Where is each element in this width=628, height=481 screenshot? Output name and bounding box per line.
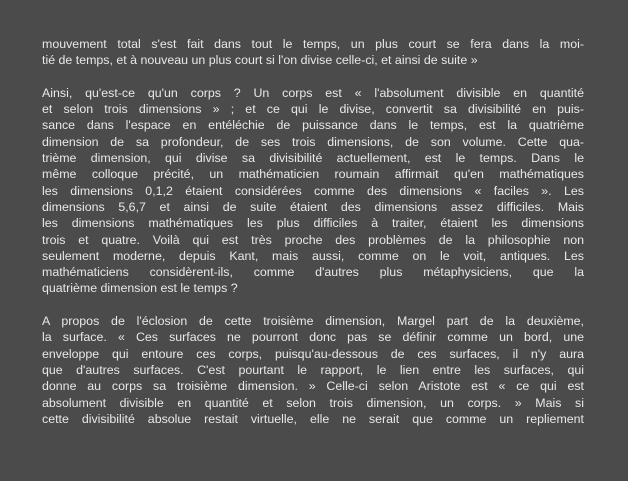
text-line: les dimensions 0,1,2 étaient considérées comme des dimensions « faciles ». Les <box>42 183 584 198</box>
text-line: trois et quatre. Voilà qui est très proche des problèmes de la philosophie non <box>42 232 584 247</box>
text-line: seulement moderne, depuis Kant, mais aussi, comme on le voit, antiques. Les <box>42 248 584 263</box>
text-line: donne au corps sa troisième dimension. » Celle-ci selon Aristote est « ce qui est <box>42 379 584 394</box>
text-line: dimension de sa profondeur, de ses trois dimensions, de son volume. Cette qua- <box>42 134 584 149</box>
text-line: absolument divisible en quantité et selon trois dimension, un corps. » Mais si <box>42 395 584 410</box>
text-line: quatrième dimension est le temps ? <box>42 281 238 296</box>
text-line: Ainsi, qu'est-ce qu'un corps ? Un corps est « l'absolument divisible en quantité <box>42 85 584 100</box>
text-line: cette divisibilité absolue restait virtuelle, elle ne serait que comme un repliement <box>42 411 584 426</box>
text-line: tié de temps, et à nouveau un plus court si l'on divise celle-ci, et ainsi de suite » <box>42 53 478 68</box>
text-line: mathématiciens considèrent-ils, comme d'autres plus métaphysiciens, que la <box>42 265 584 280</box>
text-line: A propos de l'éclosion de cette troisième dimension, Margel part de la deuxième, <box>42 314 584 329</box>
text-line: la surface. « Ces surfaces ne pourront donc pas se définir comme un bord, une <box>42 330 584 345</box>
paragraph-1 <box>42 36 584 69</box>
document-page <box>42 36 584 427</box>
text-line: mouvement total s'est fait dans tout le temps, un plus court se fera dans la moi- <box>42 37 584 51</box>
paragraph-2 <box>42 85 584 297</box>
text-line: et selon trois dimensions » ; et ce qui le divise, convertit sa divisibilité en puis- <box>42 102 584 117</box>
text-line: sance dans l'espace en entéléchie de puissance dans le temps, est la quatrième <box>42 118 584 133</box>
paragraph-3 <box>42 313 584 427</box>
text-line: dimensions 5,6,7 et ainsi de suite étaient des dimensions assez difficiles. Mais <box>42 199 584 214</box>
text-line: enveloppe qui entoure ces corps, puisqu'au-dessous de ces surfaces, il n'y aura <box>42 346 584 361</box>
text-line: que d'autres surfaces. C'est pourtant le rapport, le lien entre les surfaces, qui <box>42 362 584 377</box>
text-line: les dimensions mathématiques les plus difficiles à traiter, étaient les dimensions <box>42 216 584 231</box>
text-line: trième dimension, qui divise sa divisibilité actuellement, est le temps. Dans le <box>42 151 584 166</box>
text-line: même colloque précité, un mathématicien roumain affirmait qu'en mathématiques <box>42 167 584 182</box>
